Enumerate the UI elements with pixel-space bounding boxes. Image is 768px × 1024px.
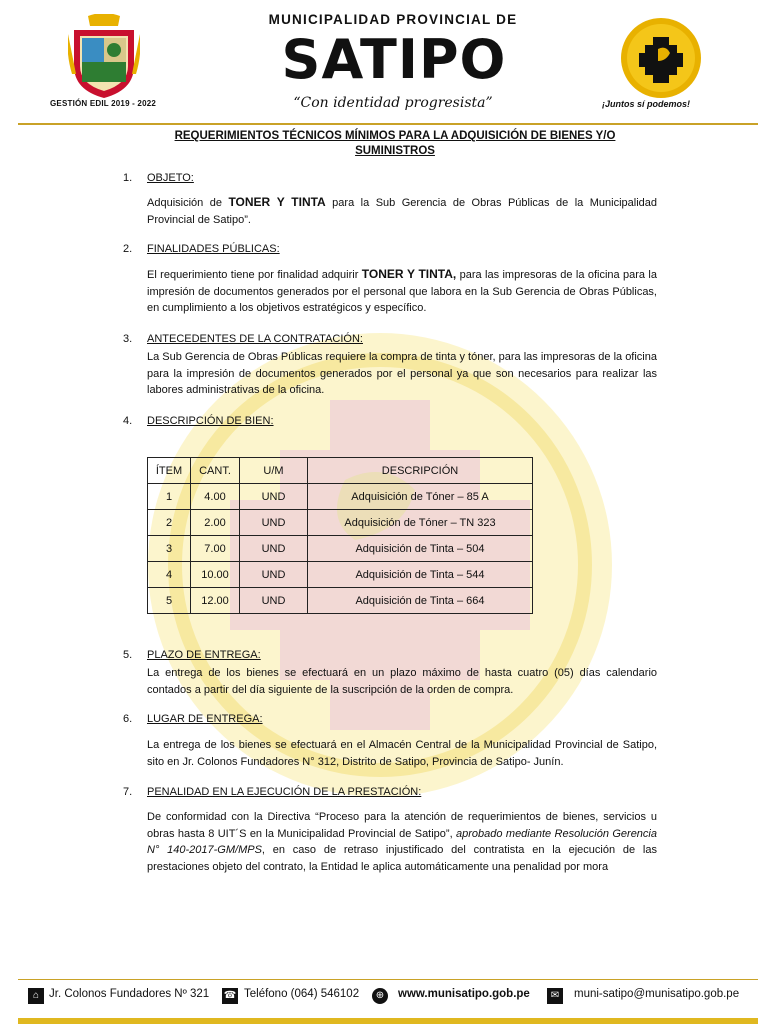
table-cell: UND — [240, 536, 308, 562]
table-cell: 10.00 — [191, 562, 240, 588]
section-6-text: La entrega de los bienes se efectuará en el Almacén Central de la Municipalidad Provincial de Satipo, sito en Jr. Colonos Fundadores N° 312, Distrito de Satipo, Provincia de Satipo- Junín. — [147, 739, 657, 768]
mail-icon: ✉ — [547, 988, 563, 1004]
doc-title-line2: SUMINISTROS — [355, 145, 435, 157]
section-7-text: De conformidad con la Directiva “Proceso para la atención de requerimientos de bienes, servicios u obras hasta 8 UIT´S en la Municipalidad Provincial de Satipo”, aprobado mediante Resolución Gerencia N° 140-2017-GM/MPS, en caso de retraso injustificado del contratista en la ejecución de las prestaciones objeto del contrato, la Entidad le aplica automáticamente una penalidad por mora — [147, 811, 657, 873]
section-heading-lugar: LUGAR DE ENTREGA: — [147, 713, 263, 725]
gestion-edil-label: GESTIÓN EDIL 2019 - 2022 — [50, 99, 157, 108]
table-header: DESCRIPCIÓN — [308, 458, 533, 484]
slogan: “Con identidad progresista” — [293, 95, 493, 111]
section-number: 5. — [123, 649, 133, 661]
section-3-text: La Sub Gerencia de Obras Públicas requiere la compra de tinta y tóner, para las impresoras de la oficina para la impresión de documentos generados por el personal ya que son necesarios para realizar las labores administrativas de la oficina. — [147, 351, 657, 396]
table-row — [148, 588, 533, 614]
table-cell: 2.00 — [191, 510, 240, 536]
phone-icon: ☎ — [222, 988, 238, 1004]
section-number: 6. — [123, 713, 133, 725]
table-cell: Adquisición de Tinta – 664 — [308, 588, 533, 614]
table-cell: Adquisición de Tinta – 504 — [308, 536, 533, 562]
section-heading-plazo: PLAZO DE ENTREGA: — [147, 649, 261, 661]
section-1-text: Adquisición de TONER Y TINTA para la Sub Gerencia de Obras Públicas de la Municipalidad Provincial de Satipo”. — [147, 195, 657, 226]
section-heading-penalidad: PENALIDAD EN LA EJECUCIÓN DE LA PRESTACIÓN: — [147, 786, 422, 798]
globe-icon: ⊕ — [372, 988, 388, 1004]
footer-address: Jr. Colonos Fundadores Nº 321 — [49, 988, 210, 1000]
municipality-name: MUNICIPALIDAD PROVINCIAL DE — [268, 12, 518, 27]
footer-website-link[interactable]: www.munisatipo.gob.pe — [398, 988, 530, 1000]
section-2-text: El requerimiento tiene por finalidad adquirir TONER Y TINTA, para las impresoras de la oficina para la impresión de documentos generados por el personal que labora en la Sub Gerencia de Obras Públicas, en cumplimiento a los objetivos estratégicos y específico. — [147, 267, 657, 314]
footer-email-link[interactable]: muni-satipo@munisatipo.gob.pe — [574, 988, 740, 1000]
satipo-brand-logo: SATIPO — [281, 28, 507, 91]
table-cell: Adquisición de Tinta – 544 — [308, 562, 533, 588]
home-icon: ⌂ — [28, 988, 44, 1004]
section-number: 1. — [123, 172, 133, 184]
table-cell: UND — [240, 484, 308, 510]
table-row — [148, 562, 533, 588]
footer-divider — [18, 979, 758, 980]
table-cell: 5 — [148, 588, 191, 614]
table-cell: 12.00 — [191, 588, 240, 614]
items-table — [147, 457, 533, 614]
table-header-row — [148, 458, 533, 484]
section-number: 2. — [123, 243, 133, 255]
juntos-badge-logo — [620, 17, 702, 99]
table-cell: 1 — [148, 484, 191, 510]
municipal-crest-logo — [68, 14, 140, 100]
table-cell: 4 — [148, 562, 191, 588]
table-row — [148, 484, 533, 510]
table-cell: 4.00 — [191, 484, 240, 510]
table-header: CANT. — [191, 458, 240, 484]
footer-color-bar — [18, 1018, 758, 1024]
header-divider — [18, 123, 758, 125]
table-cell: 7.00 — [191, 536, 240, 562]
footer-phone: Teléfono (064) 546102 — [244, 988, 360, 1000]
table-header: U/M — [240, 458, 308, 484]
section-heading-finalidades: FINALIDADES PÚBLICAS: — [147, 243, 280, 255]
table-cell: 2 — [148, 510, 191, 536]
table-header: ÍTEM — [148, 458, 191, 484]
juntos-slogan: ¡Juntos sí podemos! — [602, 99, 691, 109]
section-heading-antecedentes: ANTECEDENTES DE LA CONTRATACIÓN: — [147, 333, 363, 345]
table-cell: Adquisición de Tóner – 85 A — [308, 484, 533, 510]
section-number: 4. — [123, 415, 133, 427]
section-5-text: La entrega de los bienes se efectuará en un plazo máximo de hasta cuatro (05) días calendario contados a partir del día siguiente de la suscripción de la orden de compra. — [147, 667, 657, 696]
table-cell: Adquisición de Tóner – TN 323 — [308, 510, 533, 536]
table-cell: UND — [240, 562, 308, 588]
table-row — [148, 510, 533, 536]
section-heading-objeto: OBJETO: — [147, 172, 194, 184]
table-row — [148, 536, 533, 562]
section-number: 7. — [123, 786, 133, 798]
table-cell: UND — [240, 510, 308, 536]
table-cell: UND — [240, 588, 308, 614]
section-heading-descripcion: DESCRIPCIÓN DE BIEN: — [147, 415, 274, 427]
doc-title-line1: REQUERIMIENTOS TÉCNICOS MÍNIMOS PARA LA ADQUISICIÓN DE BIENES Y/O — [174, 130, 616, 142]
section-number: 3. — [123, 333, 133, 345]
table-cell: 3 — [148, 536, 191, 562]
